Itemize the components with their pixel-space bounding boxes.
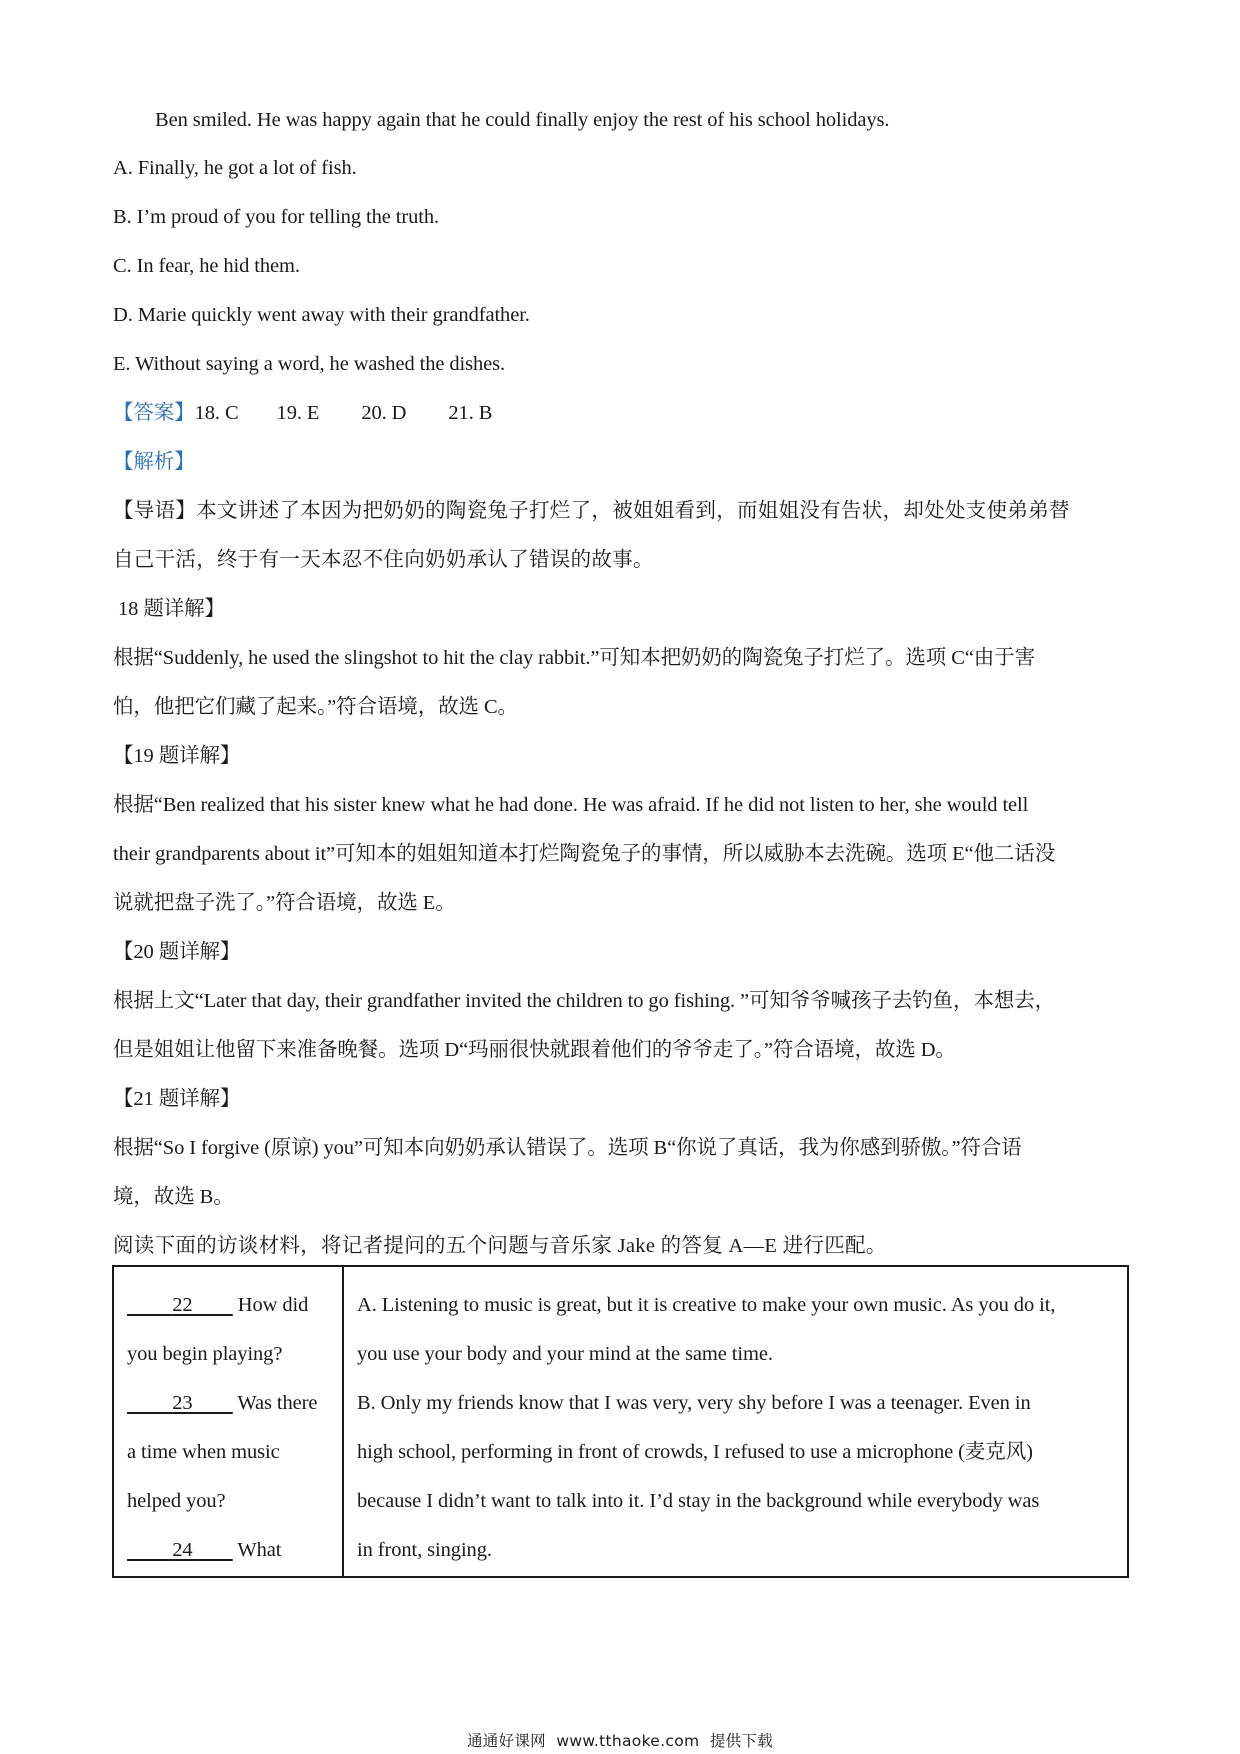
question-22: [127, 1281, 332, 1330]
answer-item: 21. B: [448, 402, 493, 424]
option-e: E. Without saying a word, he washed the dishes.: [113, 353, 506, 375]
answer-item: 18. C: [194, 402, 239, 424]
option-d: D. Marie quickly went away with their grandfather.: [113, 304, 530, 326]
question-text: a time when music: [127, 1441, 280, 1463]
answers-column: [343, 1266, 1128, 1577]
blank-number: 24: [172, 1539, 193, 1561]
question-text: helped you?: [127, 1490, 226, 1512]
interview-intro: 阅读下面的访谈材料，将记者提问的五个问题与音乐家 Jake 的答复 A—E 进行匹配。: [113, 1235, 887, 1257]
guide-text: 本文讲述了本因为把奶奶的陶瓷兔子打烂了，被姐姐看到，而姐姐没有告状，却处处支使弟弟替: [196, 500, 1070, 522]
detail-21-line: 境，故选 B。: [113, 1186, 234, 1208]
detail-19-heading: 【19 题详解】: [113, 745, 241, 767]
option-b: B. I’m proud of you for telling the truth.: [113, 206, 440, 228]
page-footer: 通通好课网 www.tthaoke.com 提供下载: [466, 1732, 774, 1750]
answer-line: because I didn’t want to talk into it. I’d stay in the background while everybody was: [357, 1490, 1040, 1512]
detail-18-heading: 18 题详解】: [113, 598, 225, 620]
answer-line: A. Listening to music is great, but it is creative to make your own music. As you do it,: [357, 1294, 1056, 1316]
questions-column: [113, 1266, 343, 1577]
option-c: C. In fear, he hid them.: [113, 255, 300, 277]
detail-18-line: 怕，他把它们藏了起来。”符合语境，故选 C。: [113, 696, 518, 718]
blank-23: [127, 1379, 233, 1428]
guide-line-2: 自己干活，终于有一天本忍不住向奶奶承认了错误的故事。: [113, 549, 654, 571]
interview-table: [112, 1265, 1129, 1578]
detail-21-line: 根据“So I forgive (原谅) you”可知本向奶奶承认错误了。选项 B“你说了真话，我为你感到骄傲。”符合语: [113, 1137, 1022, 1159]
detail-20-heading: 【20 题详解】: [113, 941, 241, 963]
blank-24: [127, 1526, 233, 1575]
detail-18-line: 根据“Suddenly, he used the slingshot to hit the clay rabbit.”可知本把奶奶的陶瓷兔子打烂了。选项 C“由于害: [113, 647, 1035, 669]
answer-line: B. Only my friends know that I was very, very shy before I was a teenager. Even in: [357, 1392, 1031, 1414]
question-23: [127, 1379, 332, 1428]
answer-line: you use your body and your mind at the same time.: [357, 1343, 773, 1365]
detail-20-line: 但是姐姐让他留下来准备晚餐。选项 D“玛丽很快就跟着他们的爷爷走了。”符合语境，故选 D。: [113, 1039, 956, 1061]
question-text: you begin playing?: [127, 1343, 283, 1365]
guide-line-1: [113, 497, 1070, 525]
answer-item: 19. E: [276, 402, 320, 424]
answer-line: in front, singing.: [357, 1539, 492, 1561]
detail-21-heading: 【21 题详解】: [113, 1088, 241, 1110]
question-text: What: [237, 1539, 282, 1561]
answer-item: 20. D: [361, 402, 407, 424]
analysis-label: 【解析】: [113, 451, 195, 473]
blank-number: 22: [172, 1294, 193, 1316]
question-24: [127, 1526, 332, 1575]
question-text: Was there: [237, 1392, 318, 1414]
passage-end: Ben smiled. He was happy again that he could finally enjoy the rest of his school holidays.: [155, 109, 890, 131]
question-text: How did: [237, 1294, 309, 1316]
blank-22: [127, 1281, 233, 1330]
answer-label: 【答案】: [113, 402, 195, 424]
guide-label: 【导语】: [113, 500, 197, 522]
detail-19-line: 说就把盘子洗了。”符合语境，故选 E。: [113, 892, 456, 914]
detail-19-line: their grandparents about it”可知本的姐姐知道本打烂陶瓷兔子的事情，所以威胁本去洗碗。选项 E“他二话没: [113, 843, 1056, 865]
option-a: A. Finally, he got a lot of fish.: [113, 157, 357, 179]
blank-number: 23: [172, 1392, 193, 1414]
detail-20-line: 根据上文“Later that day, their grandfather invited the children to go fishing. ”可知爷爷喊孩子去钓鱼，本想去，: [113, 990, 1056, 1012]
detail-19-line: 根据“Ben realized that his sister knew what he had done. He was afraid. If he did not listen to her, she would tell: [113, 794, 1029, 816]
answer-row: [113, 399, 492, 427]
answer-line: high school, performing in front of crowds, I refused to use a microphone (麦克风): [357, 1441, 1033, 1463]
